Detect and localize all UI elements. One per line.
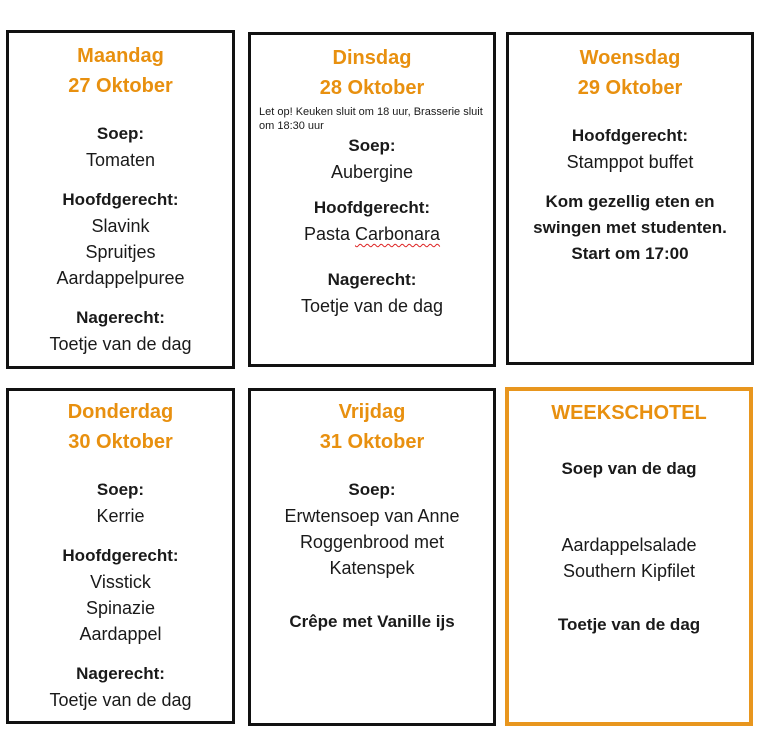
soup-label: Soep: — [348, 480, 396, 499]
main-label: Hoofdgerecht: — [62, 190, 179, 209]
dessert-label: Nagerecht: — [76, 308, 165, 327]
soup-line: Erwtensoep van Anne — [284, 506, 460, 526]
main-item: Slavink — [91, 216, 150, 236]
main-value: Stamppot buffet — [566, 152, 694, 172]
day-date: 29 Oktober — [577, 77, 683, 99]
dessert-label: Nagerecht: — [76, 664, 165, 683]
main-item: Aardappel — [79, 624, 162, 644]
menu-card-woensdag — [506, 32, 754, 365]
main-value — [251, 221, 493, 247]
dessert-value: Crêpe met Vanille ijs — [289, 612, 455, 631]
weekschotel-soup: Soep van de dag — [561, 459, 697, 478]
menu-card-vrijdag — [248, 388, 496, 726]
soup-label: Soep: — [96, 124, 145, 143]
day-title: Woensdag — [579, 47, 681, 69]
main-item: Visstick — [90, 572, 151, 592]
main-item: Aardappelpuree — [56, 268, 185, 288]
menu-card-weekschotel — [505, 387, 753, 726]
soup-line: Roggenbrood met — [299, 532, 445, 552]
weekschotel-dessert: Toetje van de dag — [557, 615, 701, 634]
day-title: Maandag — [77, 45, 164, 67]
soup-value: Aubergine — [330, 162, 414, 182]
soup-label: Soep: — [348, 136, 396, 155]
dessert-label: Nagerecht: — [327, 270, 417, 289]
day-date: 31 Oktober — [319, 431, 425, 453]
event-line: swingen met studenten. — [533, 218, 727, 237]
closing-notice: Let op! Keuken sluit om 18 uur, Brasserie sluit om 18:30 uur — [259, 106, 483, 132]
soup-value: Tomaten — [85, 150, 156, 170]
dessert-value: Toetje van de dag — [49, 334, 192, 354]
main-item: Spruitjes — [85, 242, 156, 262]
main-prefix: Pasta — [303, 224, 355, 244]
menu-card-donderdag — [6, 388, 235, 724]
dessert-value: Toetje van de dag — [49, 690, 192, 710]
main-label: Hoofdgerecht: — [313, 198, 431, 217]
weekschotel-main-item: Southern Kipfilet — [562, 561, 696, 581]
menu-card-dinsdag — [248, 32, 496, 367]
main-label: Hoofdgerecht: — [62, 546, 179, 565]
spellcheck-flagged-word: Carbonara — [354, 224, 441, 244]
weekschotel-main-item: Aardappelsalade — [561, 535, 697, 555]
soup-value: Kerrie — [96, 506, 145, 526]
event-line: Start om 17:00 — [571, 244, 689, 263]
event-line: Kom gezellig eten en — [545, 192, 715, 211]
dessert-value: Toetje van de dag — [300, 296, 444, 316]
main-label: Hoofdgerecht: — [571, 126, 689, 145]
day-title: Donderdag — [67, 401, 174, 423]
main-item: Spinazie — [85, 598, 156, 618]
soup-label: Soep: — [96, 480, 145, 499]
day-date: 30 Oktober — [68, 431, 173, 453]
day-title: Vrijdag — [338, 401, 406, 423]
day-date: 28 Oktober — [319, 77, 425, 99]
soup-line: Katenspek — [329, 558, 415, 578]
day-date: 27 Oktober — [68, 75, 173, 97]
day-title: Dinsdag — [332, 47, 412, 69]
weekschotel-title: WEEKSCHOTEL — [551, 402, 707, 424]
menu-card-maandag — [6, 30, 235, 369]
